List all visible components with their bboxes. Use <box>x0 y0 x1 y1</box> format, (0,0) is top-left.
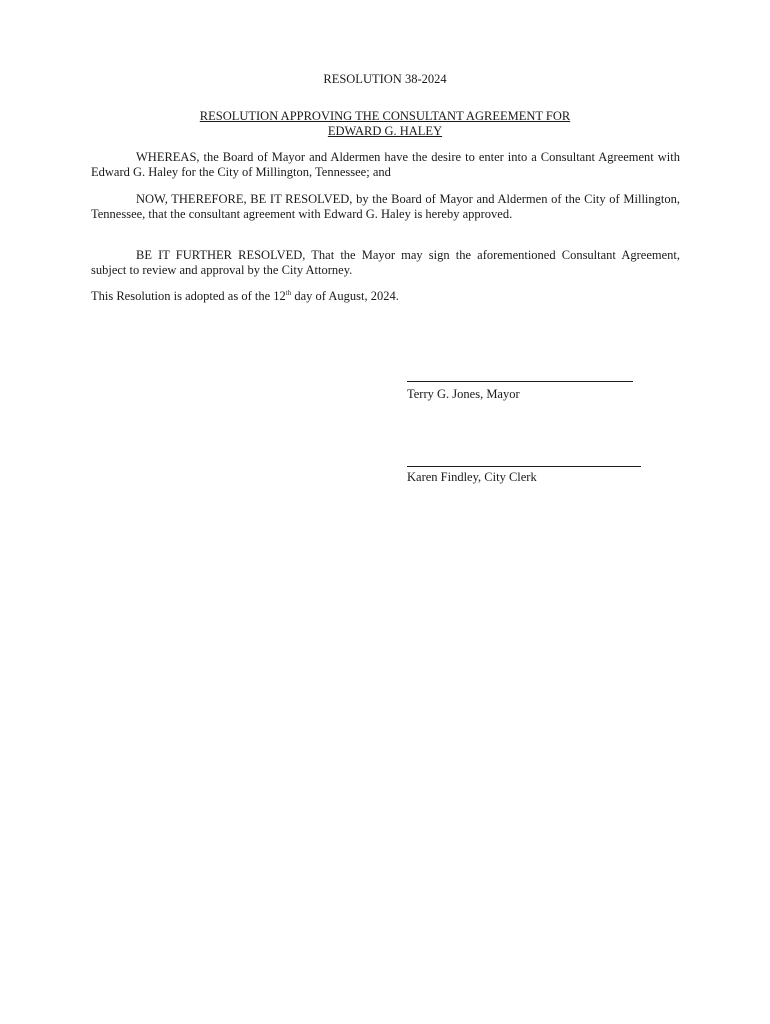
resolution-title: RESOLUTION 38-2024 <box>323 72 447 86</box>
resolution-heading <box>140 109 630 138</box>
mayor-signature-line <box>407 381 633 382</box>
adoption-date-text: day of August, 2024. <box>291 289 399 303</box>
clerk-signature-line <box>407 466 641 467</box>
heading-line-1: RESOLUTION APPROVING THE CONSULTANT AGREEMENT FOR <box>199 109 571 123</box>
adoption-text: This Resolution is adopted as of the 12 <box>91 289 286 303</box>
mayor-signature-name: Terry G. Jones, Mayor <box>407 387 520 401</box>
further-resolved-paragraph: BE IT FURTHER RESOLVED, That the Mayor may sign the aforementioned Consultant Agreement, subject to review and approval by the City Attorney. <box>91 248 680 277</box>
resolved-paragraph: NOW, THEREFORE, BE IT RESOLVED, by the Board of Mayor and Aldermen of the City of Millington, Tennessee, that the consultant agreement with Edward G. Haley is hereby approved. <box>91 192 680 221</box>
ordinal-suffix: th <box>285 288 292 297</box>
clerk-signature-name: Karen Findley, City Clerk <box>407 470 537 484</box>
adoption-statement <box>91 289 680 304</box>
whereas-paragraph: WHEREAS, the Board of Mayor and Aldermen have the desire to enter into a Consultant Agreement with Edward G. Haley for the City of Millington, Tennessee; and <box>91 150 680 179</box>
heading-line-2: EDWARD G. HALEY <box>327 123 443 138</box>
